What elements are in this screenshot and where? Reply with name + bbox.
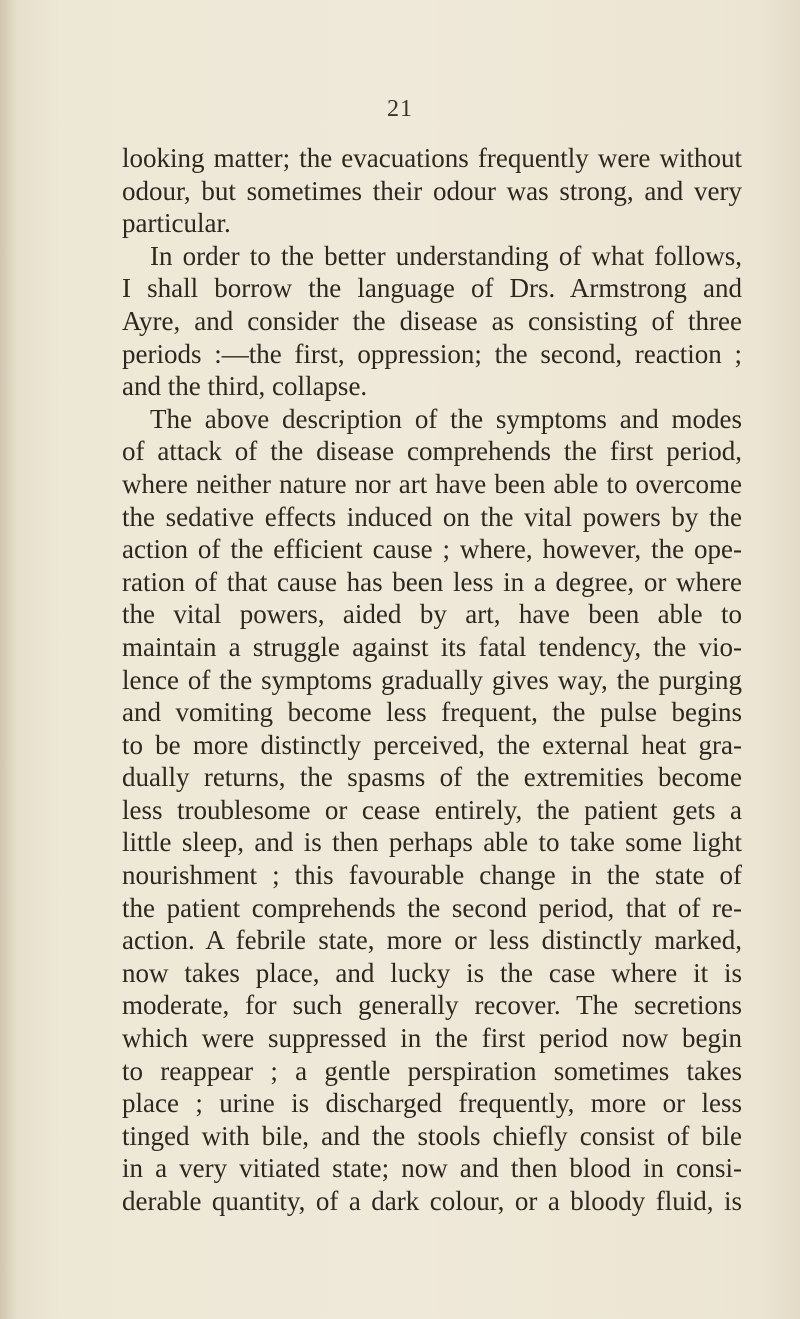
text-line: place ; urine is discharged frequently, more or less — [122, 1088, 742, 1119]
text-line: In order to the better understanding of what follows, — [150, 240, 742, 271]
text-line: I shall borrow the language of Drs. Armstrong and — [122, 273, 742, 304]
text-line: to reappear ; a gentle perspiration sometimes takes — [122, 1055, 742, 1086]
text-line: tinged with bile, and the stools chiefly consist of bile — [122, 1120, 742, 1151]
text-line: in a very vitiated state; now and then blood in consi- — [122, 1153, 742, 1184]
page-number: 21 — [387, 96, 413, 122]
text-line: action of the efficient cause ; where, however, the ope- — [122, 534, 742, 565]
text-line: the sedative effects induced on the vital powers by the — [122, 501, 742, 532]
text-line: less troublesome or cease entirely, the patient gets a — [122, 794, 742, 825]
text-line: derable quantity, of a dark colour, or a bloody fluid, is — [122, 1186, 742, 1216]
text-line: and the third, collapse. — [122, 371, 368, 402]
text-line: dually returns, the spasms of the extremities become — [122, 762, 742, 793]
text-line: the patient comprehends the second period, that of re- — [122, 892, 742, 923]
text-line: moderate, for such generally recover. The secretions — [122, 990, 742, 1021]
text-line: of attack of the disease comprehends the first period, — [122, 436, 742, 467]
text-line: maintain a struggle against its fatal tendency, the vio- — [122, 631, 742, 662]
text-line: looking matter; the evacuations frequently were without — [122, 143, 742, 173]
text-line: ration of that cause has been less in a degree, or where — [122, 566, 742, 597]
text-line: nourishment ; this favourable change in the state of — [122, 860, 742, 891]
text-line: the vital powers, aided by art, have been able to — [122, 599, 742, 630]
text-line: The above description of the symptoms and modes — [150, 403, 742, 434]
text-line: little sleep, and is then perhaps able to take some light — [122, 827, 742, 858]
page-gutter-shadow — [0, 0, 14, 1319]
text-line: now takes place, and lucky is the case where it is — [122, 957, 742, 988]
text-line: where neither nature nor art have been able to overcome — [122, 468, 742, 499]
text-line: Ayre, and consider the disease as consisting of three — [122, 305, 742, 336]
text-line: to be more distinctly perceived, the external heat gra- — [122, 729, 742, 760]
text-line: which were suppressed in the first period now begin — [122, 1023, 742, 1054]
text-line: action. A febrile state, more or less distinctly marked, — [122, 925, 742, 956]
text-line: odour, but sometimes their odour was strong, and very — [122, 175, 742, 206]
text-line: and vomiting become less frequent, the pulse begins — [122, 697, 742, 728]
text-line: lence of the symptoms gradually gives way, the purging — [122, 664, 742, 695]
body-text — [122, 142, 742, 1218]
text-line: periods :—the first, oppression; the second, reaction ; — [122, 338, 742, 369]
text-line: particular. — [122, 208, 231, 239]
